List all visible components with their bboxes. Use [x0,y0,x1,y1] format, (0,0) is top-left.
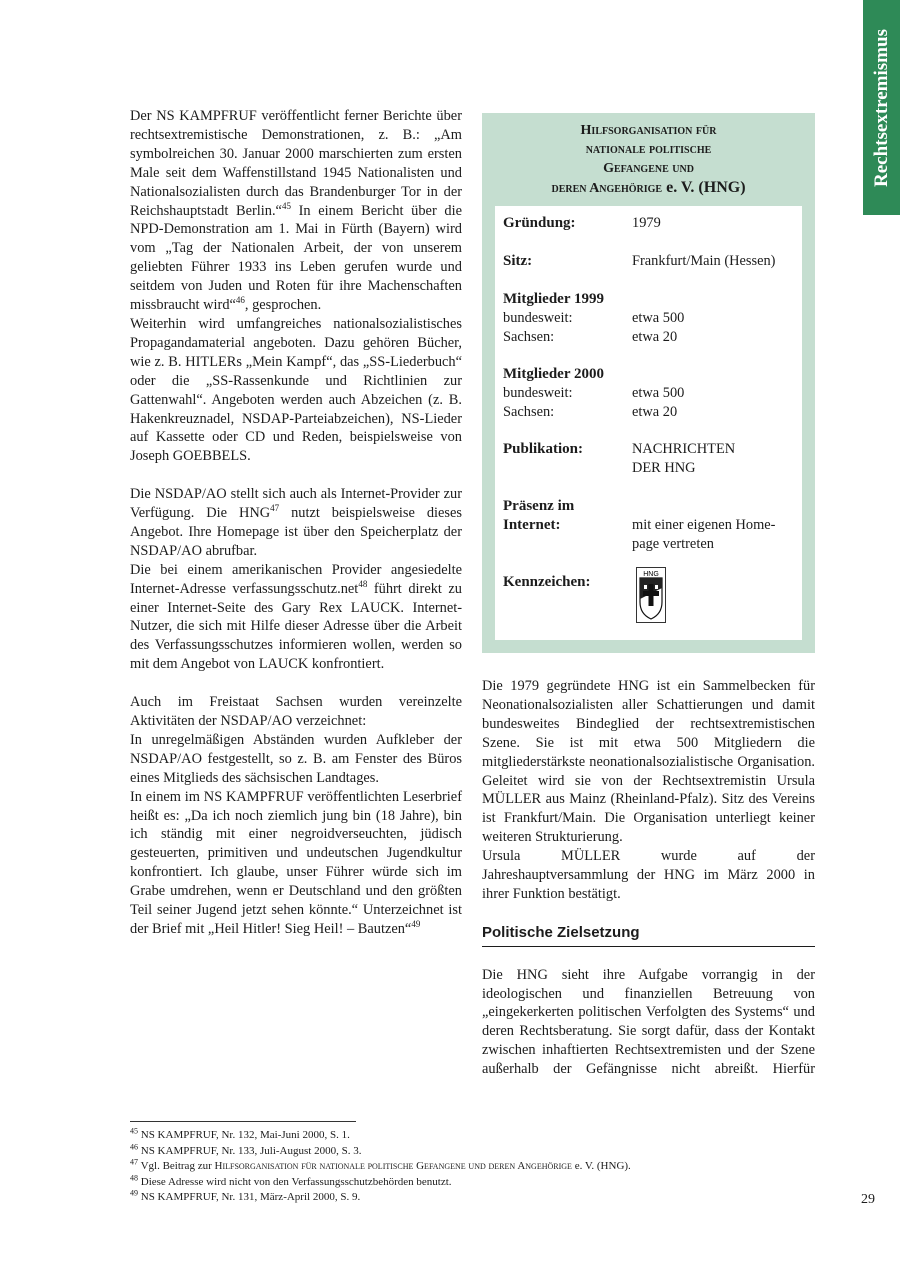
footnote-ref[interactable]: 46 [235,295,245,306]
organization-infobox [482,113,815,653]
footnote-ref[interactable]: 45 [281,200,291,211]
footnote: $^{45}$ NS KAMPFRUF, Nr. 132, Mai-Juni 2000, S. 1. [130,1126,350,1141]
hng-emblem-icon [636,567,666,623]
left-column [130,107,462,939]
footnotes [130,1128,830,1206]
section-heading: Politische Zielsetzung [482,923,815,947]
footnote-ref[interactable]: 47 [270,503,280,514]
page-number: 29 [861,1192,875,1207]
paragraph: Die NSDAP/AO stellt sich auch als Internet-Provider zur Verfügung. Die HNG$^{47}$ nutzt beispielsweise dieses Angebot. Ihre Homepage ist über den Speicherplatz der NSDAP/AO abrufbar. [130,486,462,559]
paragraph: Die bei einem amerikanischen Provider angesiedelte Internet-Adresse verfassungsschutz.net$^{48}$ führt direkt zu einer Internet-Seite des Gary Rex LAUCK. Internet-Nutzer, die sich mit Hilfe dieser Adresse über die Arbeit des Verfassungsschutzes informieren wollen, werden so mit dem Angebot von LAUCK konfrontiert. [130,561,463,673]
footnote: $^{48}$ Diese Adresse wird nicht von den Verfassungsschutzbehörden benutzt. [130,1173,452,1188]
paragraph: In einem im NS KAMPFRUF veröffentlichten Leserbrief heißt es: „Da ich noch ziemlich jung bin (18 Jahre), bin ich ständig mit einer negroidverseuchten, jüdisch gesteuerten, primitiven und undeutschen Jugendkultur konfrontiert. Ich glaube, unser Führer würde sich im Grabe umdrehen, wenn er Deutschland und den größten Teil seiner Jugend jetzt sehen könnte.“ Unterzeichnet ist der Brief mit „Heil Hitler! Sieg Heil! – Bautzen“$^{49}$ [130,788,462,937]
svg-text:HNG: HNG [643,571,659,578]
paragraph: In unregelmäßigen Abständen wurden Aufkleber der NSDAP/AO festgestellt, so z. B. am Fenster des Büros eines Mitglieds des sächsischen Landtages. [130,731,462,786]
footnote: $^{46}$ NS KAMPFRUF, Nr. 133, Juli-August 2000, S. 3. [130,1141,362,1157]
paragraph: Der NS KAMPFRUF veröffentlicht ferner Berichte über rechtsextremistische Demonstrationen, z. B.: „Am symbolreichen 30. Januar 2000 marschierten zum ersten Male seit dem Waffenstillstand 1945 Nationalisten und Nationalsozialisten durch das Brandenburger Tor in der Reichshauptstadt Berlin.“$^{45}$ In einem Bericht über die NPD-Demonstration am 1. Mai in Fürth (Bayern) wird vom „Tag der Nationalen Arbeit, der von unserem geliebten Führer 1933 ins Leben gerufen wurde und seitdem von Juden und Roten für ihre Machenschaften missbraucht wird“$^{46}$, gesprochen. [130,108,462,314]
section-tab [863,0,900,215]
footnote-ref[interactable]: 48 [358,578,368,589]
right-column [482,677,815,1079]
paragraph: Die 1979 gegründete HNG ist ein Sammelbecken für Neonationalsozialisten aller Schattierungen und damit bundesweites Bindeglied der rechtsextremistischen Szene. Sie ist mit etwa 500 Mitgliedern die mitgliederstärkste neonationalsozialistische Organisation. Geleitet wird sie von der Rechtsextremistin Ursula MÜLLER aus Mainz (Rheinland-Pfalz). Sitz des Vereins ist Frankfurt/Main. Die Organisation unterliegt keiner weiteren Strukturierung. [482,678,815,846]
infobox-details: Gründung: 1979 Sitz: Frankfurt/Main (Hessen) Mitglieder 1999 bundesweit: etwa 500 Sachsen: etwa 20 Mitglieder 2000 bundesweit: etwa 500 Sachsen: etwa 20 Publikation: NACHRICHTEN DER HNG Präsenz im Internet: mit einer eigenen Home- page vertreten Kennzeichen: HNG [495,206,802,640]
footnote-divider [130,1121,356,1122]
footnote: $^{49}$ NS KAMPFRUF, Nr. 131, März-April 2000, S. 9. [130,1188,361,1204]
footnote: $^{47}$ Vgl. Beitrag zur Hilfsorganisation für nationale politische Gefangene und deren Angehörige e. V. (HNG). [130,1157,631,1173]
paragraph: Ursula MÜLLER wurde auf der Jahreshauptversammlung der HNG im März 2000 in ihrer Funktion bestätigt. [482,848,815,902]
footnote-ref[interactable]: 49 [411,919,421,930]
section-tab-label: Rechtsextremismus [870,28,892,187]
paragraph: Auch im Freistaat Sachsen wurden vereinzelte Aktivitäten der NSDAP/AO verzeichnet: [130,694,462,729]
paragraph: Die HNG sieht ihre Aufgabe vorrangig in der ideologischen und finanziellen Betreuung von „eingekerkerten politischen Verfolgten des Systems“ und deren Rechtsberatung. Sie sorgt dafür, dass der Kontakt zwischen inhaftierten Rechtsextremisten und der Szene außerhalb der Gefängnisse nicht abreißt. Hierfür [482,966,815,1078]
paragraph: Weiterhin wird umfangreiches nationalsozialistisches Propagandamaterial angeboten. Dazu gehören Bücher, wie z. B. HITLERs „Mein Kampf“, das „SS-Liederbuch“ oder die „SS-Rassenkunde und Richtlinien zur Gattenwahl“. Angeboten werden auch Abzeichen (z. B. Hakenkreuznadel, NSDAP-Parteiabzeichen), NS-Lieder auf Kassette oder CD und Reden, beispielsweise von Joseph GOEBBELS. [130,315,462,465]
infobox-title: Hilfsorganisation für nationale politische Gefangene und deren Angehörige e. V. (HNG) [551,123,746,196]
